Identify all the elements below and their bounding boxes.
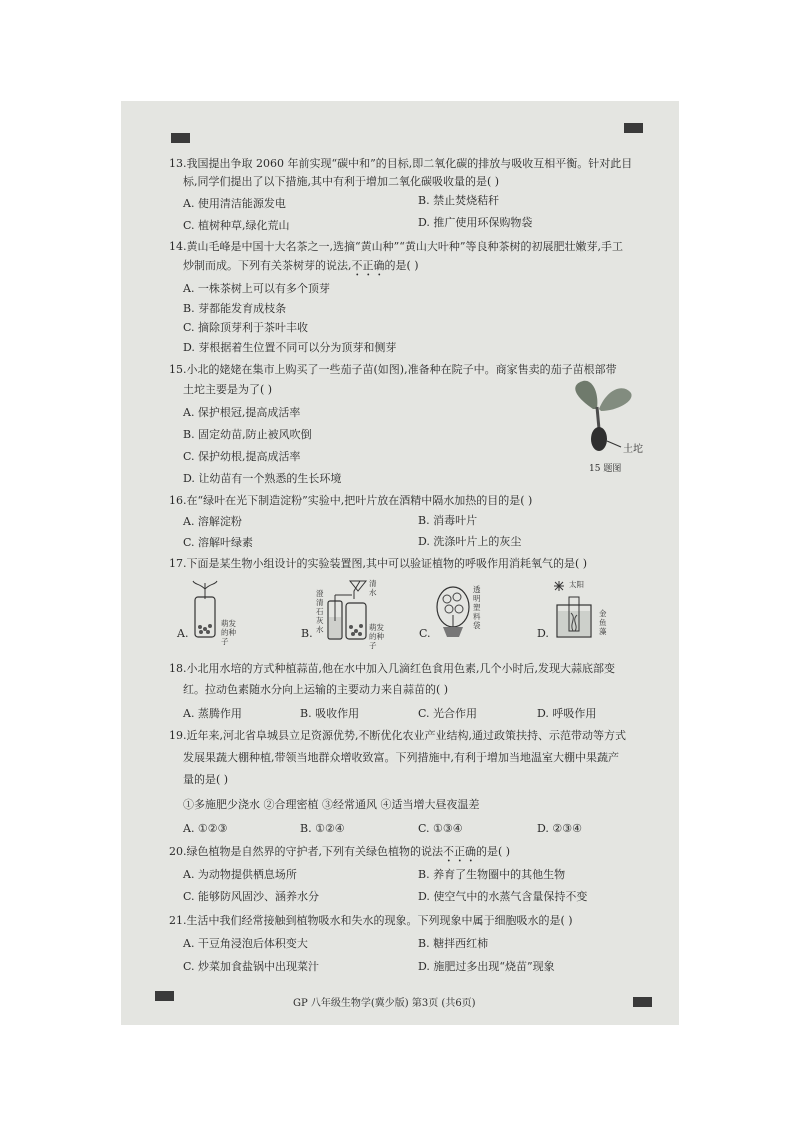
registration-mark-top-left — [171, 133, 190, 143]
q14-stem-emphasis: 不正确 — [351, 259, 385, 272]
bleed-through-text — [521, 185, 531, 200]
q20-option-c: C. 能够防风固沙、涵养水分 — [183, 890, 320, 903]
q19-option-b: B. ①②④ — [300, 822, 345, 835]
q15-option-a: A. 保护根冠,提高成活率 — [183, 406, 301, 419]
q17-option-c: C. — [419, 627, 431, 640]
q13-option-b: B. 禁止焚烧秸秆 — [418, 194, 500, 207]
q20-stem-part1: 20.绿色植物是自然界的守护者,下列有关绿色植物的说法 — [169, 845, 443, 858]
q13-stem-line1: 13.我国提出争取 2060 年前实现“碳中和”的目标,即二氧化碳的排放与吸收互相平衡。针对此目 — [169, 157, 633, 170]
q17-b-limewater-label: 澄清石灰水 — [316, 589, 324, 634]
q16-option-d: D. 洗涤叶片上的灰尘 — [418, 535, 522, 548]
q17-a-seed-label: 萌发的种子 — [221, 619, 236, 646]
q18-option-b: B. 吸收作用 — [300, 707, 360, 720]
q20-option-b: B. 养育了生物圈中的其他生物 — [418, 868, 566, 881]
q15-option-c: C. 保护幼根,提高成活率 — [183, 450, 301, 463]
soil-pointer-line — [607, 441, 621, 447]
q14-option-a: A. 一株茶树上可以有多个顶芽 — [183, 282, 330, 295]
q13-option-c: C. 植树种草,绿化荒山 — [183, 219, 290, 232]
q13-option-a: A. 使用清洁能源发电 — [183, 197, 286, 210]
q18-stem-line2: 红。拉动色素随水分向上运输的主要动力来自蒜苗的( ) — [183, 683, 449, 696]
q15-figure-caption: 15 题图 — [589, 464, 622, 474]
q14-stem-line1: 14.黄山毛峰是中国十大名茶之一,选摘“黄山种”“黄山大叶种”等良种茶树的初展肥壮嫩芽,手工 — [169, 240, 623, 253]
q17-c-bag-label: 透明塑料袋 — [473, 585, 481, 630]
q16-option-c: C. 溶解叶绿素 — [183, 536, 254, 549]
q14-option-b: B. 芽都能发育成枝条 — [183, 302, 287, 315]
q13-stem-line2: 标,同学们提出了以下措施,其中有利于增加二氧化碳吸收量的是( ) — [183, 175, 500, 188]
q21-option-d: D. 施肥过多出现“烧苗”现象 — [418, 960, 555, 973]
q20-option-d: D. 使空气中的水蒸气含量保持不变 — [418, 890, 588, 903]
q20-stem-part3: 的是( ) — [476, 845, 511, 858]
q19-stem-line1: 19.近年来,河北省阜城县立足资源优势,不断优化农业产业结构,通过政策扶持、示范带动等方式 — [169, 729, 626, 742]
q18-option-c: C. 光合作用 — [418, 707, 478, 720]
q17-option-d: D. — [537, 627, 549, 640]
q14-option-c: C. 摘除顶芽利于茶叶丰收 — [183, 321, 309, 334]
q20-option-a: A. 为动物提供栖息场所 — [183, 868, 297, 881]
q15-option-d: D. 让幼苗有一个熟悉的生长环境 — [183, 472, 342, 485]
q15-stem-line1: 15.小北的姥姥在集市上购买了一些茄子苗(如图),准备种在院子中。商家售卖的茄子苗根部带 — [169, 363, 617, 376]
q17-stem: 17.下面是某生物小组设计的实验装置图,其中可以验证植物的呼吸作用消耗氧气的是( ) — [169, 557, 588, 570]
seedling-soil-ball — [591, 427, 607, 451]
q14-stem-part1: 炒制而成。下列有关茶树芽的说法, — [183, 259, 352, 272]
q17-option-b: B. — [301, 627, 313, 640]
page-footer: GP 八年级生物学(冀少版) 第3页 (共6页) — [293, 998, 476, 1009]
q17-option-a: A. — [177, 627, 189, 640]
seedling-leaf-right — [599, 388, 632, 411]
q16-stem: 16.在“绿叶在光下制造淀粉”实验中,把叶片放在酒精中隔水加热的目的是( ) — [169, 494, 533, 507]
q14-stem-part3: 的是( ) — [384, 259, 419, 272]
q17-d-waterweed-label: 金鱼藻 — [599, 609, 607, 636]
q19-stem-line2: 发展果蔬大棚种植,带领当地群众增收致富。下列措施中,有利于增加当地温室大棚中果蔬产 — [183, 751, 619, 764]
q18-option-a: A. 蒸腾作用 — [183, 707, 242, 720]
apparatus-a-jar-with-sprouting-seeds — [191, 579, 219, 639]
q21-option-c: C. 炒菜加食盐锅中出现菜汁 — [183, 960, 320, 973]
q17-b-seed-label: 萌发的种子 — [369, 623, 384, 650]
registration-mark-bottom-right — [633, 997, 652, 1007]
q20-stem — [169, 845, 510, 865]
exam-page — [121, 101, 679, 1025]
registration-mark-bottom-left — [155, 991, 174, 1001]
q19-option-c: C. ①③④ — [418, 822, 463, 835]
q19-option-a: A. ①②③ — [183, 822, 228, 835]
seedling-leaf-left — [575, 381, 597, 409]
q17-b-water-label: 清水 — [369, 579, 377, 597]
q18-stem-line1: 18.小北用水培的方式种植蒜苗,他在水中加入几滴红色食用色素,几个小时后,发现大蒜底部变 — [169, 662, 615, 675]
q14-option-d: D. 芽根据着生位置不同可以分为顶芽和侧芽 — [183, 341, 397, 354]
q15-stem-line2: 土坨主要是为了( ) — [183, 383, 273, 396]
q20-stem-emphasis: 不正确 — [443, 845, 476, 858]
q15-soil-label: 土坨 — [623, 444, 643, 455]
q16-option-b: B. 消毒叶片 — [418, 514, 478, 527]
q21-option-a: A. 干豆角浸泡后体积变大 — [183, 937, 308, 950]
q14-stem-line2 — [183, 259, 419, 279]
q19-option-d: D. ②③④ — [537, 822, 583, 835]
q17-d-sun-label: 太阳 — [569, 580, 584, 589]
q19-stem-line3: 量的是( ) — [183, 773, 229, 786]
seedling-stem — [597, 407, 599, 429]
q21-option-b: B. 糖拌西红柿 — [418, 937, 489, 950]
q16-option-a: A. 溶解淀粉 — [183, 515, 242, 528]
apparatus-c-plant-in-plastic-bag — [435, 585, 471, 639]
q21-stem: 21.生活中我们经常接触到植物吸水和失水的现象。下列现象中属于细胞吸水的是( ) — [169, 914, 573, 927]
registration-mark-top-right — [624, 123, 643, 133]
q18-option-d: D. 呼吸作用 — [537, 707, 597, 720]
q19-statements: ①多施肥少浇水 ②合理密植 ③经常通风 ④适当增大昼夜温差 — [183, 798, 480, 811]
q15-option-b: B. 固定幼苗,防止被风吹倒 — [183, 428, 312, 441]
q13-option-d: D. 推广使用环保购物袋 — [418, 216, 533, 229]
